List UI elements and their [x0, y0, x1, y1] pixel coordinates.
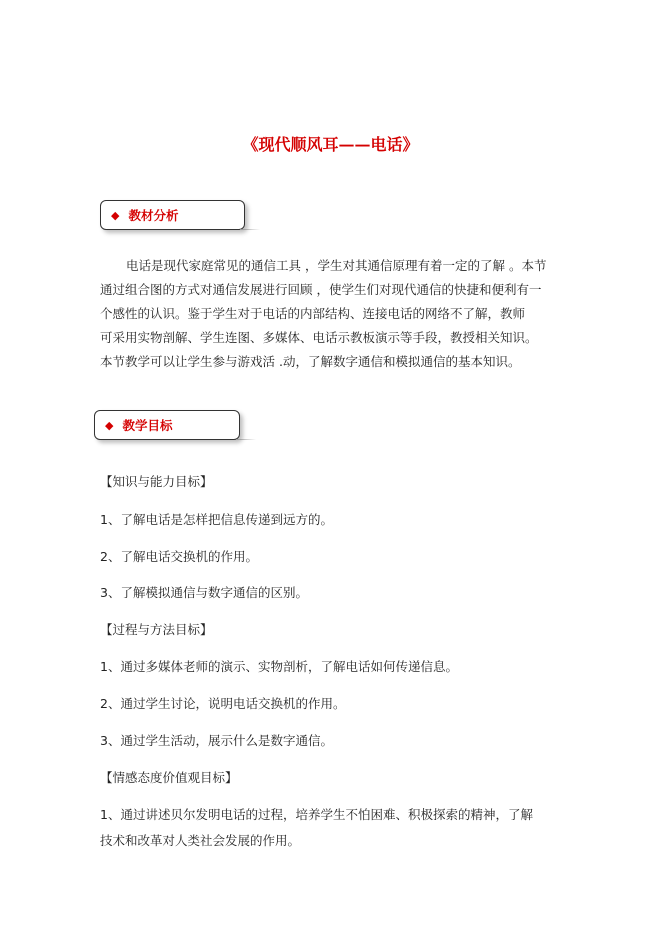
paragraph-line: 通过组合图的方式对通信发展进行回顾 ，使学生们对现代通信的快捷和便利有一: [100, 282, 542, 297]
section-label-analysis: 教材分析: [128, 208, 179, 223]
objective-heading-process: 【过程与方法目标】: [100, 622, 213, 637]
objective-item: 2、通过学生讨论，说明电话交换机的作用。: [100, 696, 346, 711]
document-title: 《现代顺风耳——电话》: [242, 135, 419, 154]
objective-item: 1、通过讲述贝尔发明电话的过程，培养学生不怕困难、积极探索的精神，了解: [100, 807, 533, 822]
analysis-paragraph: [100, 254, 575, 374]
objective-item: 3、通过学生活动，展示什么是数字通信。: [100, 733, 333, 748]
section-header-goals: [94, 410, 240, 440]
section-label-goals: 教学目标: [122, 418, 173, 433]
paragraph-line: 可采用实物剖解、学生连图、多媒体、电话示教板演示等手段，教授相关知识。: [100, 330, 538, 345]
objective-item: 1、通过多媒体老师的演示、实物剖析，了解电话如何传递信息。: [100, 659, 458, 674]
objective-heading-knowledge: 【知识与能力目标】: [100, 474, 213, 489]
paragraph-line: 个感性的认识。鉴于学生对于电话的内部结构、连接电话的网络不了解，教师: [100, 306, 526, 321]
section-header-underline: [236, 439, 256, 440]
diamond-bullet-icon: ◆: [105, 418, 114, 432]
objective-item-continuation: 技术和改革对人类社会发展的作用。: [100, 833, 301, 848]
section-header-analysis: [100, 200, 245, 230]
paragraph-line: 电话是现代家庭常见的通信工具 ，学生对其通信原理有着一定的了解 。本节: [126, 258, 547, 273]
diamond-bullet-icon: ◆: [111, 208, 120, 222]
section-header-underline: [240, 229, 260, 230]
paragraph-line: 本节教学可以让学生参与游戏活 .动，了解数字通信和模拟通信的基本知识。: [100, 354, 521, 369]
objective-heading-emotion: 【情感态度价值观目标】: [100, 770, 238, 785]
objective-item: 3、了解模拟通信与数字通信的区别。: [100, 585, 308, 600]
objective-item: 2、了解电话交换机的作用。: [100, 549, 258, 564]
objective-item: 1、了解电话是怎样把信息传递到远方的。: [100, 512, 333, 527]
